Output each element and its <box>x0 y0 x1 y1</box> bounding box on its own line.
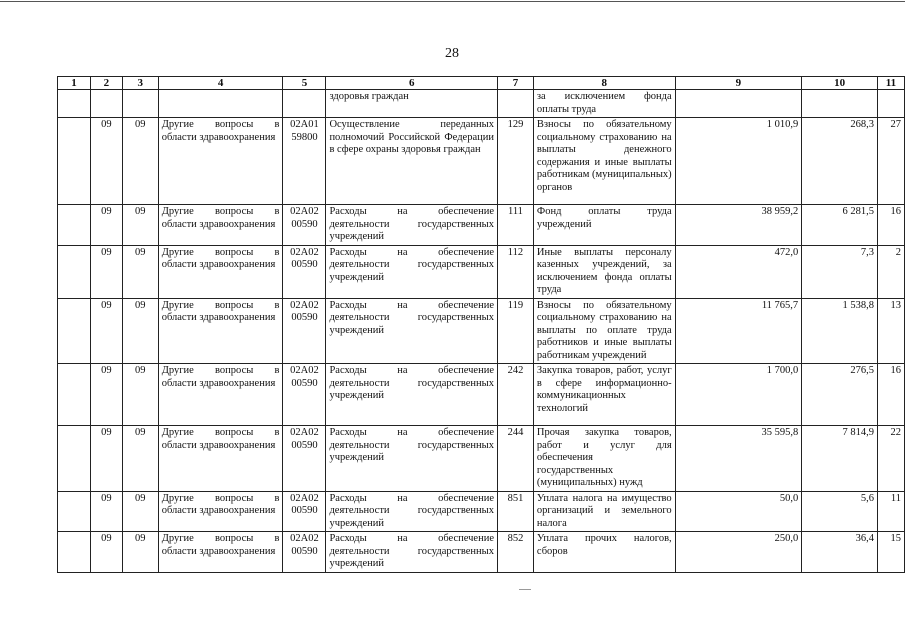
cell-col-11: 15 <box>877 532 904 573</box>
cell-col-4 <box>158 90 283 118</box>
cell-col-6: Расходы на обеспечение деятельности государственных учреждений <box>326 491 498 532</box>
cell-col-2: 09 <box>90 245 122 298</box>
cell-col-11: 22 <box>877 426 904 492</box>
cell-col-1 <box>58 90 91 118</box>
cell-col-1 <box>58 364 91 426</box>
cell-col-1 <box>58 245 91 298</box>
column-header-9: 9 <box>675 77 802 90</box>
cell-col-7: 111 <box>497 205 533 246</box>
cell-col-3: 09 <box>122 532 158 573</box>
cell-col-1 <box>58 532 91 573</box>
cell-col-2 <box>90 90 122 118</box>
cell-col-5 <box>283 90 326 118</box>
cell-col-7: 129 <box>497 118 533 205</box>
cell-col-6: здоровья граждан <box>326 90 498 118</box>
cell-col-10: 5,6 <box>802 491 878 532</box>
cell-col-9: 1 010,9 <box>675 118 802 205</box>
column-header-8: 8 <box>533 77 675 90</box>
column-header-7: 7 <box>497 77 533 90</box>
cell-col-4: Другие вопросы в области здравоохранения <box>158 118 283 205</box>
cell-col-2: 09 <box>90 491 122 532</box>
cell-col-4: Другие вопросы в области здравоохранения <box>158 426 283 492</box>
cell-col-6: Осуществление переданных полномочий Российской Федерации в сфере охраны здоровья граждан <box>326 118 498 205</box>
table-row <box>58 118 905 205</box>
cell-col-8: за исключением фонда оплаты труда <box>533 90 675 118</box>
cell-col-2: 09 <box>90 118 122 205</box>
cell-col-2: 09 <box>90 298 122 364</box>
column-header-3: 3 <box>122 77 158 90</box>
cell-col-6: Расходы на обеспечение деятельности государственных учреждений <box>326 298 498 364</box>
cell-col-8: Прочая закупка товаров, работ и услуг для обеспечения государственных (муниципальных) нужд <box>533 426 675 492</box>
cell-col-1 <box>58 118 91 205</box>
cell-col-7: 851 <box>497 491 533 532</box>
cell-col-5: 02А02 00590 <box>283 205 326 246</box>
cell-col-4: Другие вопросы в области здравоохранения <box>158 245 283 298</box>
cell-col-5: 02А01 59800 <box>283 118 326 205</box>
cell-col-7: 244 <box>497 426 533 492</box>
cell-col-4: Другие вопросы в области здравоохранения <box>158 298 283 364</box>
column-header-10: 10 <box>802 77 878 90</box>
cell-col-3: 09 <box>122 245 158 298</box>
cell-col-4: Другие вопросы в области здравоохранения <box>158 205 283 246</box>
budget-table <box>57 76 905 573</box>
cell-col-9: 250,0 <box>675 532 802 573</box>
cell-col-11: 16 <box>877 205 904 246</box>
cell-col-5: 02А02 00590 <box>283 245 326 298</box>
cell-col-2: 09 <box>90 364 122 426</box>
cell-col-4: Другие вопросы в области здравоохранения <box>158 364 283 426</box>
cell-col-1 <box>58 205 91 246</box>
page-top-rule <box>0 1 905 2</box>
cell-col-11 <box>877 90 904 118</box>
cell-col-9: 35 595,8 <box>675 426 802 492</box>
cell-col-3: 09 <box>122 426 158 492</box>
cell-col-7: 112 <box>497 245 533 298</box>
cell-col-1 <box>58 426 91 492</box>
cell-col-7: 119 <box>497 298 533 364</box>
cell-col-4: Другие вопросы в области здравоохранения <box>158 532 283 573</box>
cell-col-9: 1 700,0 <box>675 364 802 426</box>
cell-col-3: 09 <box>122 364 158 426</box>
page-number: 28 <box>445 46 459 61</box>
cell-col-8: Уплата налога на имущество организаций и земельного налога <box>533 491 675 532</box>
pen-mark <box>519 589 531 590</box>
cell-col-10: 7 814,9 <box>802 426 878 492</box>
cell-col-8: Взносы по обязательному социальному страхованию на выплаты по оплате труда работников и иные выплаты работникам учреждений <box>533 298 675 364</box>
cell-col-9: 472,0 <box>675 245 802 298</box>
cell-col-3 <box>122 90 158 118</box>
cell-col-3: 09 <box>122 118 158 205</box>
cell-col-6: Расходы на обеспечение деятельности государственных учреждений <box>326 426 498 492</box>
cell-col-9: 38 959,2 <box>675 205 802 246</box>
table-row <box>58 298 905 364</box>
header-row <box>58 77 905 90</box>
cell-col-8: Иные выплаты персоналу казенных учреждений, за исключением фонда оплаты труда <box>533 245 675 298</box>
cell-col-9: 11 765,7 <box>675 298 802 364</box>
cell-col-5: 02А02 00590 <box>283 298 326 364</box>
cell-col-7: 852 <box>497 532 533 573</box>
cell-col-7 <box>497 90 533 118</box>
cell-col-11: 11 <box>877 491 904 532</box>
cell-col-8: Фонд оплаты труда учреждений <box>533 205 675 246</box>
cell-col-10 <box>802 90 878 118</box>
cell-col-6: Расходы на обеспечение деятельности государственных учреждений <box>326 245 498 298</box>
cell-col-3: 09 <box>122 205 158 246</box>
cell-col-10: 268,3 <box>802 118 878 205</box>
table-row <box>58 364 905 426</box>
cell-col-2: 09 <box>90 426 122 492</box>
table-row <box>58 426 905 492</box>
cell-col-11: 13 <box>877 298 904 364</box>
cell-col-6: Расходы на обеспечение деятельности государственных учреждений <box>326 364 498 426</box>
column-header-2: 2 <box>90 77 122 90</box>
cell-col-10: 7,3 <box>802 245 878 298</box>
column-header-1: 1 <box>58 77 91 90</box>
table-row <box>58 90 905 118</box>
cell-col-7: 242 <box>497 364 533 426</box>
cell-col-11: 2 <box>877 245 904 298</box>
table-row <box>58 491 905 532</box>
cell-col-8: Уплата прочих налогов, сборов <box>533 532 675 573</box>
column-header-11: 11 <box>877 77 904 90</box>
cell-col-1 <box>58 491 91 532</box>
column-header-5: 5 <box>283 77 326 90</box>
cell-col-5: 02А02 00590 <box>283 426 326 492</box>
cell-col-9 <box>675 90 802 118</box>
table-row <box>58 205 905 246</box>
cell-col-11: 27 <box>877 118 904 205</box>
table-row <box>58 245 905 298</box>
table-row <box>58 532 905 573</box>
cell-col-5: 02А02 00590 <box>283 532 326 573</box>
cell-col-10: 276,5 <box>802 364 878 426</box>
cell-col-2: 09 <box>90 532 122 573</box>
cell-col-10: 6 281,5 <box>802 205 878 246</box>
cell-col-11: 16 <box>877 364 904 426</box>
cell-col-3: 09 <box>122 298 158 364</box>
cell-col-4: Другие вопросы в области здравоохранения <box>158 491 283 532</box>
cell-col-9: 50,0 <box>675 491 802 532</box>
cell-col-10: 36,4 <box>802 532 878 573</box>
cell-col-1 <box>58 298 91 364</box>
cell-col-5: 02А02 00590 <box>283 364 326 426</box>
cell-col-3: 09 <box>122 491 158 532</box>
cell-col-6: Расходы на обеспечение деятельности государственных учреждений <box>326 532 498 573</box>
cell-col-5: 02А02 00590 <box>283 491 326 532</box>
cell-col-8: Взносы по обязательному социальному страхованию на выплаты денежного содержания и иные выплаты работникам (муниципальных) органов <box>533 118 675 205</box>
column-header-6: 6 <box>326 77 498 90</box>
cell-col-10: 1 538,8 <box>802 298 878 364</box>
column-header-4: 4 <box>158 77 283 90</box>
cell-col-6: Расходы на обеспечение деятельности государственных учреждений <box>326 205 498 246</box>
cell-col-2: 09 <box>90 205 122 246</box>
cell-col-8: Закупка товаров, работ, услуг в сфере информационно-коммуникационных технологий <box>533 364 675 426</box>
